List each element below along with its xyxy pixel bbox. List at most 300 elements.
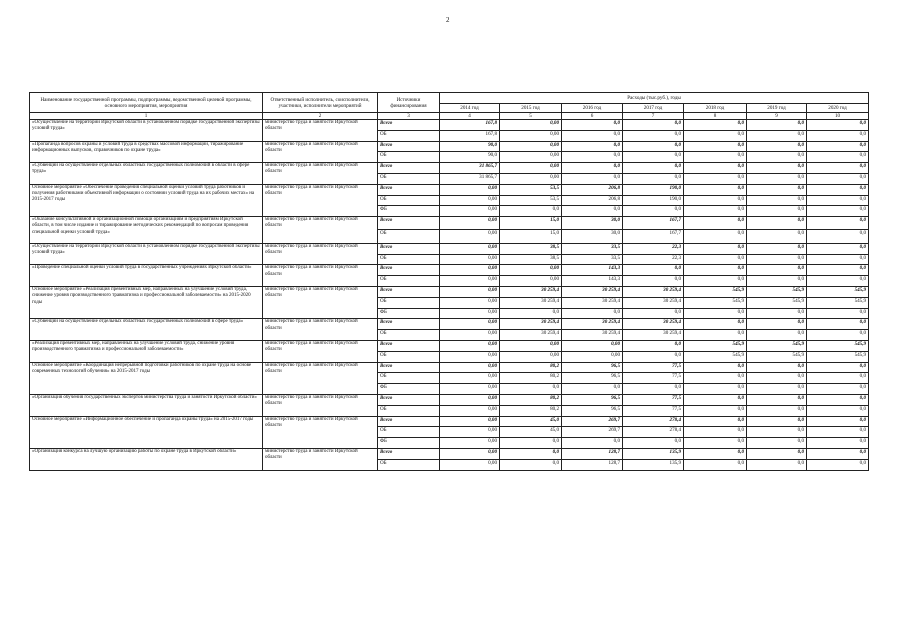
expense-value: 0,00 (440, 217, 500, 230)
expense-value: 0,0 (807, 217, 869, 230)
measure-name: «Организация обучения государственных экспертов министерства труда и занятости Иркутской области» (30, 394, 263, 416)
expense-value: 96,5 (562, 362, 623, 373)
expense-value: 190,0 (623, 195, 684, 206)
expense-value: 0,0 (807, 243, 869, 254)
table-row (30, 243, 869, 254)
expense-value: 545,9 (807, 351, 869, 362)
expense-value: 0,0 (807, 448, 869, 459)
funding-source: Всего (378, 286, 440, 297)
expense-value: 77,5 (623, 373, 684, 384)
expense-value: 0,0 (623, 438, 684, 449)
expense-value: 0,00 (562, 351, 623, 362)
expense-value: 0,00 (440, 254, 500, 265)
expense-value: 0,0 (747, 217, 807, 230)
expense-value: 190,0 (623, 184, 684, 195)
column-number: 9 (747, 113, 807, 120)
expense-value: 0,00 (440, 351, 500, 362)
expense-value: 0,0 (807, 141, 869, 152)
expense-value: 30,0 (562, 230, 623, 243)
expense-value: 0,00 (440, 330, 500, 341)
expense-value: 96,5 (562, 405, 623, 416)
expense-value: 0,0 (747, 373, 807, 384)
expense-value: 0,00 (440, 184, 500, 195)
expense-value: 0,00 (440, 195, 500, 206)
column-number: 6 (562, 113, 623, 120)
expense-value: 0,0 (684, 152, 747, 163)
funding-source: ОБ (378, 459, 440, 470)
expense-value: 0,0 (623, 173, 684, 184)
header-year: 2020 год (807, 104, 869, 113)
measure-name: «Осуществление на территории Иркутской области в установленном порядке государственной экспертизы условий труда» (30, 243, 263, 265)
expense-value: 30 259,4 (623, 297, 684, 308)
expense-value: 0,00 (500, 276, 562, 287)
expense-value: 0,0 (747, 184, 807, 195)
expense-value: 0,0 (747, 416, 807, 427)
expense-value: 0,0 (807, 373, 869, 384)
expense-value: 77,5 (623, 362, 684, 373)
expense-value: 545,9 (684, 286, 747, 297)
funding-source: ОБ (378, 276, 440, 287)
funding-source: ОБ (378, 254, 440, 265)
funding-source: ФБ (378, 384, 440, 395)
expense-value: 0,0 (807, 308, 869, 319)
expense-value: 0,0 (684, 416, 747, 427)
expense-value: 0,0 (747, 163, 807, 174)
funding-source: ОБ (378, 130, 440, 141)
expense-value: 0,0 (500, 448, 562, 459)
expense-value: 80,2 (500, 405, 562, 416)
expense-value: 80,2 (500, 373, 562, 384)
expense-value: 0,0 (623, 130, 684, 141)
expense-value: 0,00 (440, 427, 500, 438)
expense-value: 30 259,4 (562, 297, 623, 308)
expense-value: 0,0 (747, 394, 807, 405)
expense-value: 0,0 (747, 141, 807, 152)
expense-value: 0,00 (440, 276, 500, 287)
funding-source: ОБ (378, 230, 440, 243)
table-row (30, 362, 869, 373)
expense-value: 30 259,4 (623, 330, 684, 341)
header-source: Источники финансирования (378, 93, 440, 113)
expense-value: 0,00 (500, 265, 562, 276)
expense-value: 0,0 (807, 206, 869, 217)
expense-value: 30 259,4 (500, 286, 562, 297)
expense-value: 30 259,4 (500, 319, 562, 330)
header-year: 2019 год (747, 104, 807, 113)
expense-value: 0,0 (747, 130, 807, 141)
expense-value: 77,5 (623, 405, 684, 416)
expense-value: 206,8 (562, 184, 623, 195)
expense-value: 0,0 (747, 405, 807, 416)
expense-value: 167,8 (440, 120, 500, 131)
expense-value: 0,0 (562, 163, 623, 174)
expense-value: 22,3 (623, 243, 684, 254)
table-row (30, 448, 869, 459)
expense-value: 0,0 (807, 130, 869, 141)
expense-value: 0,0 (807, 459, 869, 470)
expense-value: 0,0 (747, 195, 807, 206)
expense-value: 0,0 (747, 173, 807, 184)
expense-value: 0,00 (500, 120, 562, 131)
funding-source: Всего (378, 362, 440, 373)
expense-value: 0,00 (440, 286, 500, 297)
expense-value: 0,0 (747, 438, 807, 449)
expense-value: 0,0 (807, 330, 869, 341)
expense-value: 0,0 (747, 243, 807, 254)
expense-value: 0,0 (747, 427, 807, 438)
expense-value: 80,2 (500, 394, 562, 405)
expense-value: 0,0 (807, 427, 869, 438)
expense-value: 0,0 (807, 319, 869, 330)
expense-value: 0,0 (684, 276, 747, 287)
expense-value: 0,0 (623, 308, 684, 319)
funding-source: ФБ (378, 308, 440, 319)
funding-source: Всего (378, 448, 440, 459)
expense-value: 0,0 (747, 448, 807, 459)
measure-name: «Субвенции на осуществление отдельных областных государственных полномочий в сфере труда» (30, 319, 263, 341)
measure-name: Основное мероприятие «Обеспечение проведения специальной оценки условий труда работников и получения работниками объективной информации о состоянии условий труда на их рабочих местах» на 2015-2017 годы (30, 184, 263, 216)
funding-source: Всего (378, 141, 440, 152)
funding-source: ОБ (378, 351, 440, 362)
expense-value: 0,00 (440, 394, 500, 405)
expense-value: 45,0 (500, 416, 562, 427)
funding-source: Всего (378, 120, 440, 131)
expense-value: 278,4 (623, 416, 684, 427)
expense-value: 0,0 (807, 230, 869, 243)
executor: министерство труда и занятости Иркутской области (263, 243, 378, 265)
expense-value: 0,0 (747, 319, 807, 330)
expense-value: 0,0 (684, 384, 747, 395)
expense-value: 0,0 (500, 308, 562, 319)
expense-value: 545,9 (807, 297, 869, 308)
expense-value: 30 259,4 (623, 286, 684, 297)
expense-value: 22,3 (623, 254, 684, 265)
column-number: 2 (263, 113, 378, 120)
expense-value: 0,0 (684, 195, 747, 206)
expense-value: 135,9 (623, 459, 684, 470)
executor: министерство труда и занятости Иркутской области (263, 394, 378, 416)
expense-value: 90,0 (440, 152, 500, 163)
expense-value: 545,9 (684, 297, 747, 308)
expense-value: 0,0 (623, 384, 684, 395)
expense-value: 0,00 (440, 243, 500, 254)
expense-value: 0,0 (807, 173, 869, 184)
expense-value: 0,00 (440, 448, 500, 459)
measure-name: «Оказание консультативной и организационной помощи организациям и предприятиям Иркутской области, в том числе издание и тиражирование методических рекомендаций по вопросам проведения специальной оценки условий труда» (30, 217, 263, 244)
expense-value: 0,0 (562, 152, 623, 163)
budget-table (29, 92, 869, 471)
expense-value: 128,7 (562, 459, 623, 470)
funding-source: ОБ (378, 405, 440, 416)
expense-value: 0,0 (747, 459, 807, 470)
expense-value: 30 259,4 (562, 330, 623, 341)
expense-value: 0,0 (684, 217, 747, 230)
expense-value: 0,00 (440, 319, 500, 330)
expense-value: 38,5 (500, 243, 562, 254)
measure-name: Основное мероприятие «Информационное обеспечение и пропаганда охраны труда» на 2015-2017 годы (30, 416, 263, 448)
expense-value: 0,0 (747, 362, 807, 373)
expense-value: 0,0 (684, 206, 747, 217)
funding-source: ФБ (378, 206, 440, 217)
expense-value: 31 865,7 (440, 163, 500, 174)
expense-value: 31 865,7 (440, 173, 500, 184)
expense-value: 0,0 (807, 276, 869, 287)
expense-value: 0,00 (440, 405, 500, 416)
expense-value: 0,00 (440, 373, 500, 384)
funding-source: Всего (378, 319, 440, 330)
expense-value: 0,00 (500, 351, 562, 362)
expense-value: 0,0 (684, 163, 747, 174)
expense-value: 77,5 (623, 394, 684, 405)
expense-value: 206,8 (562, 195, 623, 206)
expense-value: 0,0 (684, 173, 747, 184)
measure-name: Основное мероприятие «Координация непрерывной подготовки работников по охране труда на основе современных технологий обучения» на 2015-2017 годы (30, 362, 263, 394)
expense-value: 0,0 (747, 384, 807, 395)
table-row (30, 265, 869, 276)
expense-value: 96,5 (562, 373, 623, 384)
executor: министерство труда и занятости Иркутской области (263, 184, 378, 216)
measure-name: «Реализация превентивных мер, направленных на улучшение условий труда, снижение уровня производственного травматизма и профессиональной заболеваемости» (30, 340, 263, 362)
expense-value: 0,0 (562, 120, 623, 131)
expense-value: 0,0 (623, 340, 684, 351)
header-year: 2014 год (440, 104, 500, 113)
header-name: Наименование государственной программы, подпрограммы, ведомственной целевой программы, основного мероприятия, мероприятия (30, 93, 263, 113)
expense-value: 143,3 (562, 265, 623, 276)
funding-source: ОБ (378, 173, 440, 184)
expense-value: 0,0 (562, 438, 623, 449)
table-row (30, 319, 869, 330)
expense-value: 0,0 (623, 351, 684, 362)
expense-value: 0,0 (500, 206, 562, 217)
expense-value: 0,0 (623, 120, 684, 131)
expense-value: 30 259,4 (562, 286, 623, 297)
header-year: 2017 год (623, 104, 684, 113)
expense-value: 96,5 (562, 394, 623, 405)
measure-name: «Организация конкурса на лучшую организацию работы по охране труда в Иркутской области» (30, 448, 263, 470)
expense-value: 0,00 (500, 173, 562, 184)
expense-value: 0,0 (500, 384, 562, 395)
expense-value: 0,0 (562, 308, 623, 319)
funding-source: ОБ (378, 427, 440, 438)
expense-value: 0,0 (807, 184, 869, 195)
executor: министерство труда и занятости Иркутской области (263, 217, 378, 244)
expense-value: 0,0 (807, 362, 869, 373)
expense-value: 0,0 (684, 448, 747, 459)
expense-value: 0,0 (562, 384, 623, 395)
expense-value: 0,0 (684, 308, 747, 319)
column-number: 8 (684, 113, 747, 120)
column-number: 1 (30, 113, 263, 120)
expense-value: 0,0 (747, 254, 807, 265)
expense-value: 0,0 (500, 438, 562, 449)
expense-value: 0,00 (500, 340, 562, 351)
expense-value: 0,00 (562, 340, 623, 351)
expense-value: 128,7 (562, 448, 623, 459)
expense-value: 0,0 (684, 373, 747, 384)
expense-value: 0,0 (807, 163, 869, 174)
expense-value: 0,0 (807, 405, 869, 416)
expense-value: 30 259,4 (500, 297, 562, 308)
expense-value: 0,0 (684, 141, 747, 152)
measure-name: Основное мероприятие «Реализация превентивных мер, направленных на улучшение условий труда, снижение уровня производственного травматизма и профессиональной заболеваемости» на 2015-2020 годы (30, 286, 263, 318)
expense-value: 0,00 (440, 308, 500, 319)
expense-value: 0,0 (747, 152, 807, 163)
expense-value: 545,9 (684, 351, 747, 362)
funding-source: Всего (378, 243, 440, 254)
column-number: 3 (378, 113, 440, 120)
expense-value: 0,0 (684, 319, 747, 330)
expense-value: 30 259,4 (623, 319, 684, 330)
expense-value: 0,0 (623, 141, 684, 152)
expense-value: 30 259,4 (500, 330, 562, 341)
executor: министерство труда и занятости Иркутской области (263, 416, 378, 448)
expense-value: 38,5 (500, 254, 562, 265)
expense-value: 0,0 (623, 163, 684, 174)
expense-value: 0,0 (684, 405, 747, 416)
column-number: 5 (500, 113, 562, 120)
expense-value: 33,5 (562, 243, 623, 254)
expense-value: 90,0 (440, 141, 500, 152)
funding-source: Всего (378, 340, 440, 351)
expense-value: 0,0 (684, 254, 747, 265)
table-row (30, 163, 869, 174)
expense-value: 0,0 (807, 254, 869, 265)
table-row (30, 286, 869, 297)
header-year: 2018 год (684, 104, 747, 113)
executor: министерство труда и занятости Иркутской области (263, 120, 378, 142)
expense-value: 0,0 (623, 206, 684, 217)
funding-source: Всего (378, 394, 440, 405)
expense-value: 167,7 (623, 217, 684, 230)
column-number: 10 (807, 113, 869, 120)
page-number: 2 (446, 16, 450, 24)
funding-source: ОБ (378, 373, 440, 384)
expense-value: 0,0 (623, 276, 684, 287)
expense-value: 0,0 (684, 243, 747, 254)
expense-value: 15,0 (500, 217, 562, 230)
header-expenses: Расходы (тыс.руб.), годы (440, 93, 869, 104)
table-row (30, 416, 869, 427)
executor: министерство труда и занятости Иркутской области (263, 319, 378, 341)
expense-value: 545,9 (747, 286, 807, 297)
expense-value: 269,7 (562, 427, 623, 438)
expense-value: 0,0 (684, 130, 747, 141)
funding-source: Всего (378, 184, 440, 195)
executor: министерство труда и занятости Иркутской области (263, 265, 378, 287)
expense-value: 0,0 (747, 120, 807, 131)
measure-name: «Проведение специальной оценки условий труда в государственных учреждениях Иркутской области» (30, 265, 263, 287)
executor: министерство труда и занятости Иркутской области (263, 163, 378, 185)
executor: министерство труда и занятости Иркутской области (263, 362, 378, 394)
expense-value: 0,0 (807, 265, 869, 276)
expense-value: 0,00 (440, 265, 500, 276)
expense-value: 33,5 (562, 254, 623, 265)
expense-value: 0,0 (807, 384, 869, 395)
expense-value: 0,0 (500, 459, 562, 470)
funding-source: ОБ (378, 297, 440, 308)
expense-value: 0,0 (747, 276, 807, 287)
table-row (30, 184, 869, 195)
expense-value: 45,0 (500, 427, 562, 438)
executor: министерство труда и занятости Иркутской области (263, 141, 378, 163)
measure-name: «Субвенции на осуществление отдельных областных государственных полномочий в области в сфере труда» (30, 163, 263, 185)
expense-value: 545,9 (747, 297, 807, 308)
expense-value: 0,0 (562, 173, 623, 184)
expense-value: 30,0 (562, 217, 623, 230)
expense-value: 0,0 (747, 265, 807, 276)
expense-value: 0,00 (440, 230, 500, 243)
header-year: 2016 год (562, 104, 623, 113)
expense-value: 143,3 (562, 276, 623, 287)
expense-value: 0,0 (807, 195, 869, 206)
expense-value: 0,0 (807, 120, 869, 131)
expense-value: 0,00 (440, 206, 500, 217)
expense-value: 0,0 (747, 330, 807, 341)
expense-value: 0,0 (807, 416, 869, 427)
funding-source: Всего (378, 163, 440, 174)
measure-name: «Пропаганда вопросов охраны и условий труда в средствах массовой информации, тиражирование информационных выпусков, справочников по охране труда» (30, 141, 263, 163)
table-row (30, 340, 869, 351)
expense-value: 0,0 (684, 427, 747, 438)
header-executor: Ответственный исполнитель, соисполнители, участники, исполнители мероприятий (263, 93, 378, 113)
expense-value: 15,0 (500, 230, 562, 243)
expense-value: 0,0 (623, 152, 684, 163)
expense-value: 0,00 (440, 438, 500, 449)
expense-value: 545,9 (747, 340, 807, 351)
funding-source: ОБ (378, 330, 440, 341)
expense-value: 167,7 (623, 230, 684, 243)
expense-value: 0,00 (440, 384, 500, 395)
table-row (30, 120, 869, 131)
executor: министерство труда и занятости Иркутской области (263, 286, 378, 318)
expense-value: 0,00 (500, 163, 562, 174)
expense-value: 0,0 (684, 330, 747, 341)
expense-value: 0,00 (500, 130, 562, 141)
funding-source: Всего (378, 265, 440, 276)
funding-source: ОБ (378, 152, 440, 163)
expense-value: 0,00 (500, 141, 562, 152)
expense-value: 30 259,4 (562, 319, 623, 330)
expense-value: 0,0 (562, 206, 623, 217)
expense-value: 0,00 (440, 362, 500, 373)
executor: министерство труда и занятости Иркутской области (263, 340, 378, 362)
expense-value: 135,9 (623, 448, 684, 459)
expense-value: 53,5 (500, 195, 562, 206)
expense-value: 0,0 (684, 438, 747, 449)
table-row (30, 141, 869, 152)
expense-value: 278,4 (623, 427, 684, 438)
column-number: 7 (623, 113, 684, 120)
expense-value: 0,0 (747, 308, 807, 319)
expense-value: 53,5 (500, 184, 562, 195)
measure-name: «Осуществление на территории Иркутской области в установленном порядке государственной экспертизы условий труда» (30, 120, 263, 142)
expense-value: 0,0 (684, 230, 747, 243)
funding-source: Всего (378, 416, 440, 427)
expense-value: 80,2 (500, 362, 562, 373)
funding-source: Всего (378, 217, 440, 230)
expense-value: 0,0 (684, 120, 747, 131)
expense-value: 0,0 (684, 459, 747, 470)
expense-value: 0,00 (440, 459, 500, 470)
expense-value: 0,0 (747, 230, 807, 243)
expense-value: 545,9 (807, 286, 869, 297)
table-row (30, 394, 869, 405)
expense-value: 0,0 (747, 206, 807, 217)
expense-value: 0,0 (684, 265, 747, 276)
expense-value: 0,00 (440, 340, 500, 351)
expense-value: 0,0 (562, 141, 623, 152)
funding-source: ОБ (378, 195, 440, 206)
